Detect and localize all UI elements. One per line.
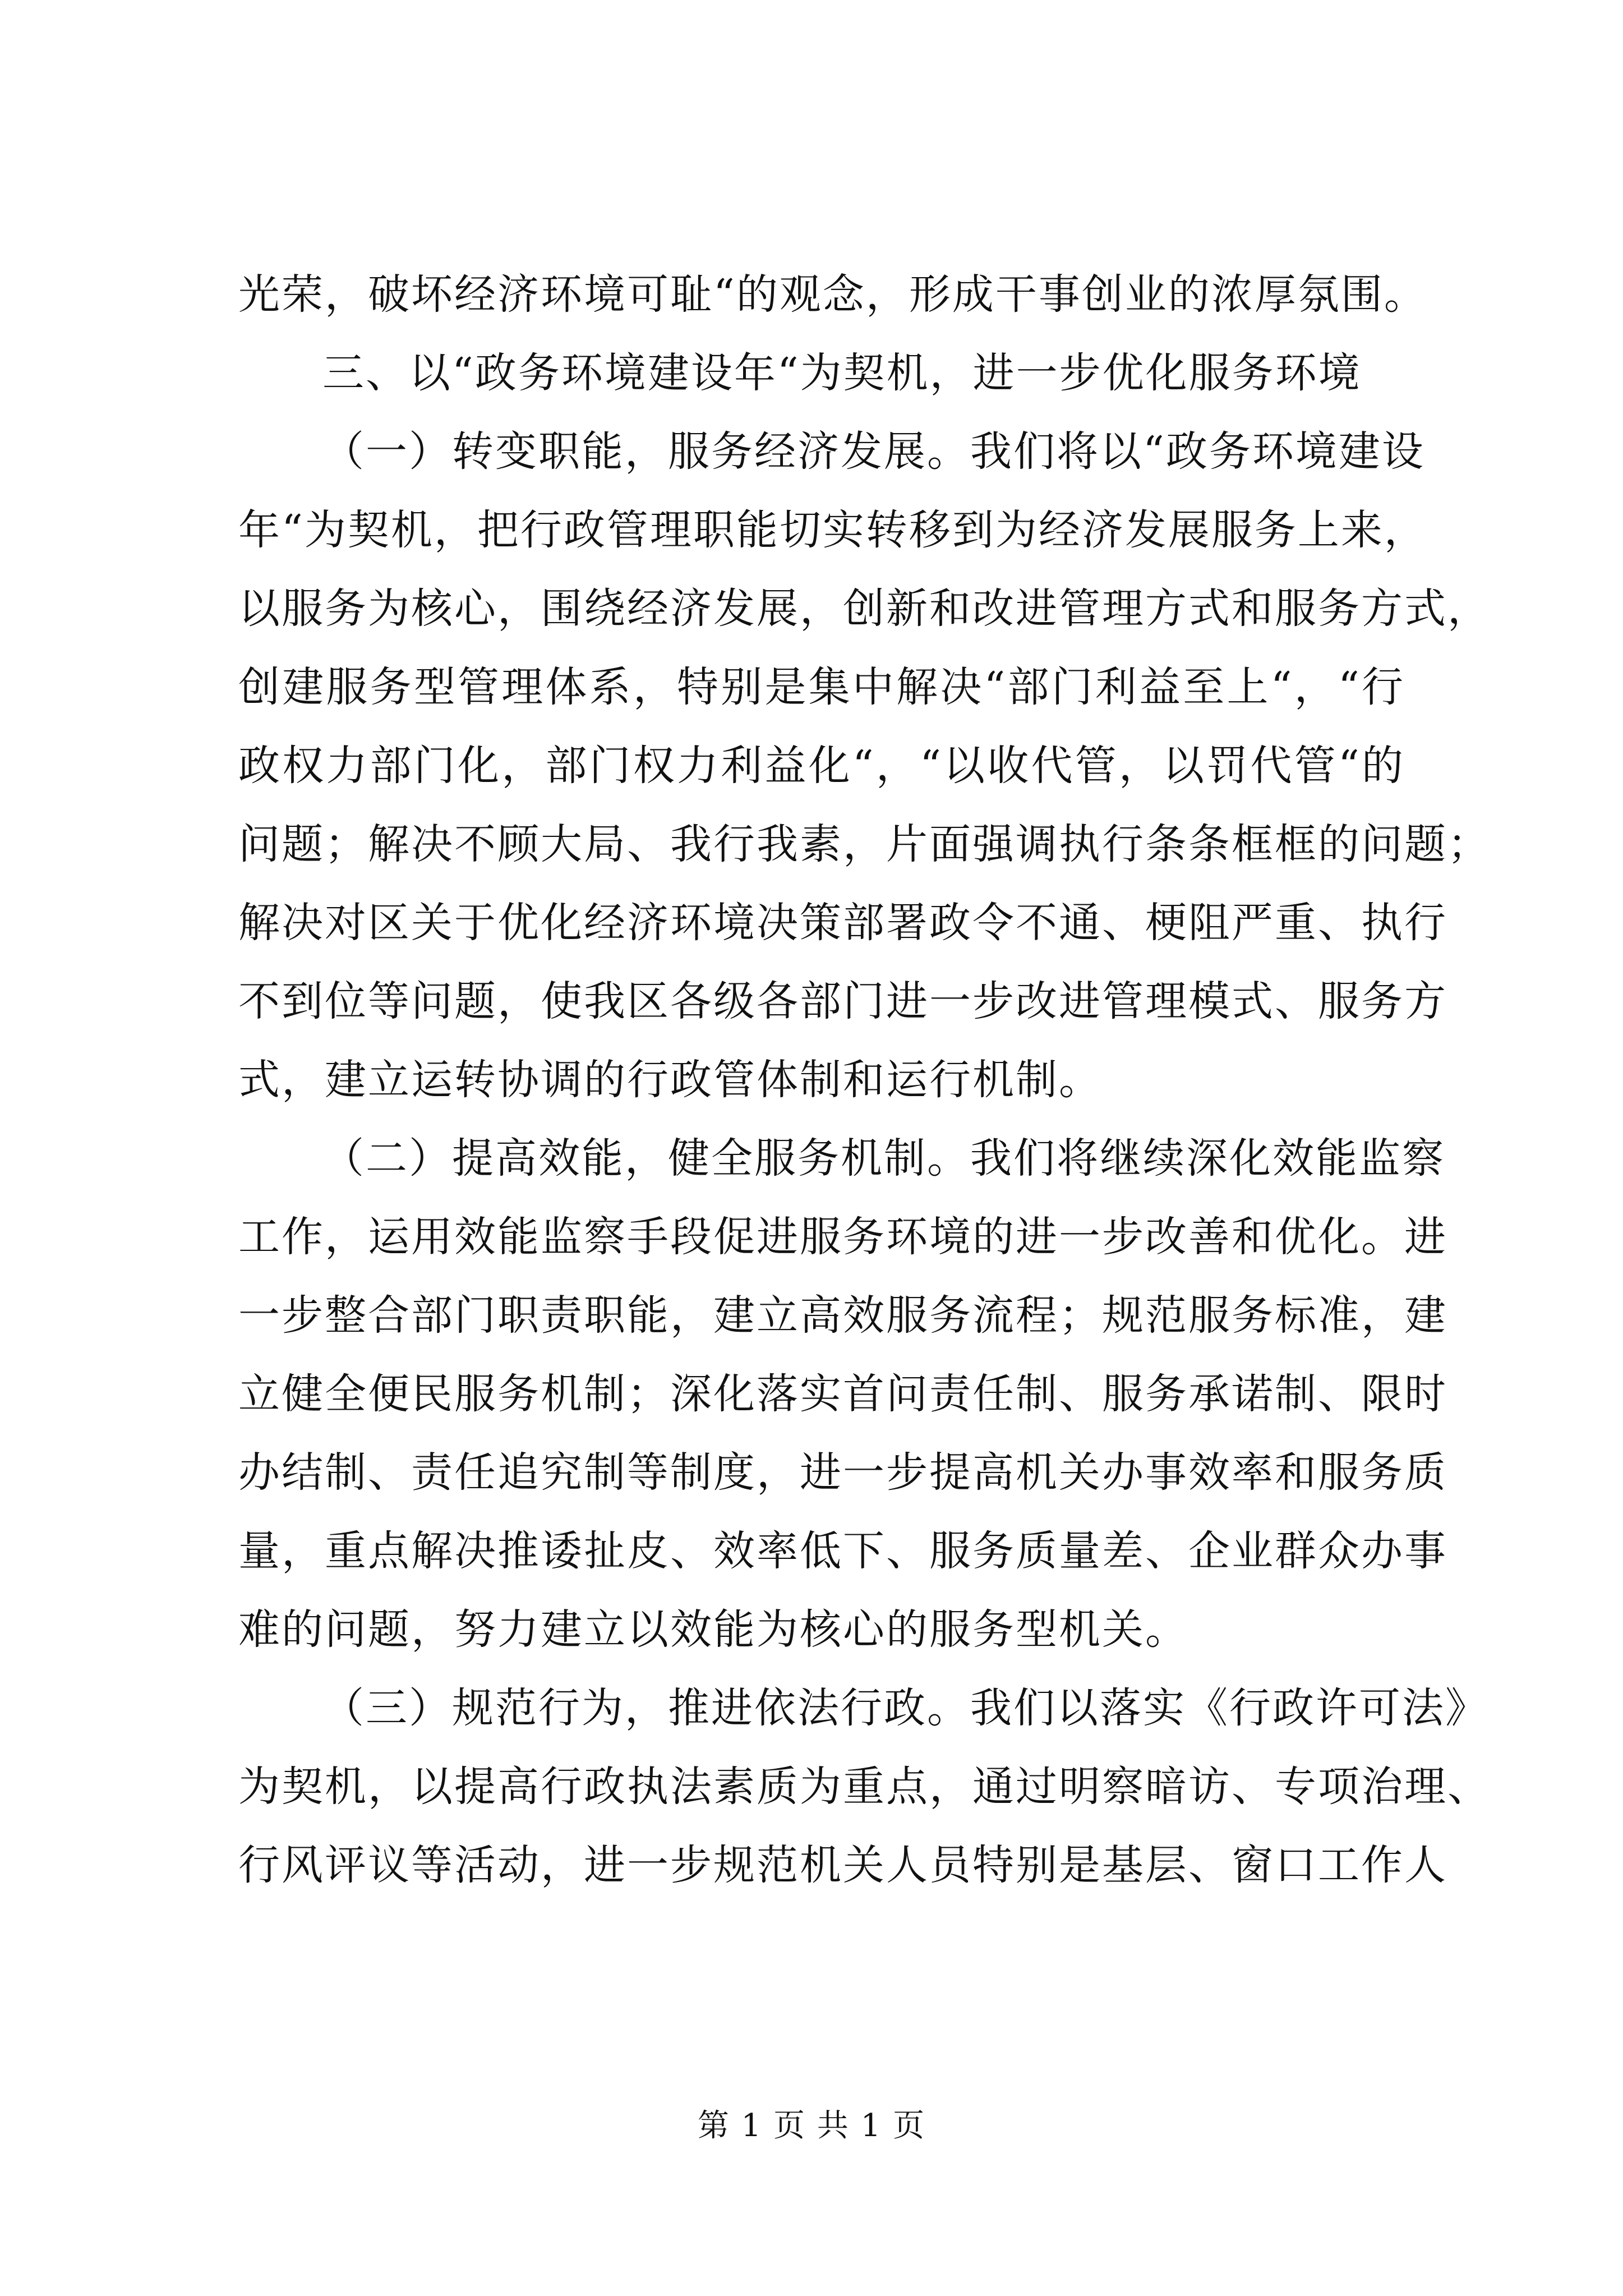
text-line: 立健全便民服务机制；深化落实首问责任制、服务承诺制、限时 (238, 1370, 1447, 1418)
text-line: （一）转变职能，服务经济发展。我们将以“政务环境建设 (322, 427, 1425, 476)
text-line: （三）规范行为，推进依法行政。我们以落实《行政许可法》 (322, 1684, 1488, 1732)
text-line: 以服务为核心，围绕经济发展，创新和改进管理方式和服务方式， (238, 585, 1491, 633)
text-line: （二）提高效能，健全服务机制。我们将继续深化效能监察 (322, 1134, 1445, 1182)
text-line: 不到位等问题，使我区各级各部门进一步改进管理模式、服务方 (238, 977, 1447, 1025)
text-line: 式，建立运转协调的行政管体制和运行机制。 (238, 1056, 1102, 1104)
text-line: 一步整合部门职责职能，建立高效服务流程；规范服务标准，建 (238, 1291, 1447, 1340)
text-line: 解决对区关于优化经济环境决策部署政令不通、梗阻严重、执行 (238, 899, 1447, 947)
text-line: 难的问题，努力建立以效能为核心的服务型机关。 (238, 1605, 1188, 1654)
text-line: 问题；解决不顾大局、我行我素，片面强调执行条条框框的问题； (238, 820, 1491, 868)
text-line: 光荣，破坏经济环境可耻“的观念，形成干事创业的浓厚氛围。 (238, 270, 1427, 319)
section-heading: 三、以“政务环境建设年“为契机，进一步优化服务环境 (322, 349, 1362, 397)
text-line: 创建服务型管理体系，特别是集中解决“部门利益至上“，“行 (238, 663, 1405, 711)
text-line: 为契机，以提高行政执法素质为重点，通过明察暗访、专项治理、 (238, 1763, 1491, 1811)
text-line: 年“为契机，把行政管理职能切实转移到为经济发展服务上来， (238, 506, 1427, 554)
text-line: 工作，运用效能监察手段促进服务环境的进一步改善和优化。进 (238, 1213, 1447, 1261)
text-line: 量，重点解决推诿扯皮、效率低下、服务质量差、企业群众办事 (238, 1527, 1447, 1575)
text-line: 行风评议等活动，进一步规范机关人员特别是基层、窗口工作人 (238, 1841, 1447, 1889)
document-body (238, 255, 1491, 1904)
page-number-footer: 第 1 页 共 1 页 (697, 2108, 926, 2144)
text-line: 政权力部门化，部门权力利益化“，“以收代管，以罚代管“的 (238, 742, 1405, 790)
text-line: 办结制、责任追究制等制度，进一步提高机关办事效率和服务质 (238, 1448, 1447, 1497)
